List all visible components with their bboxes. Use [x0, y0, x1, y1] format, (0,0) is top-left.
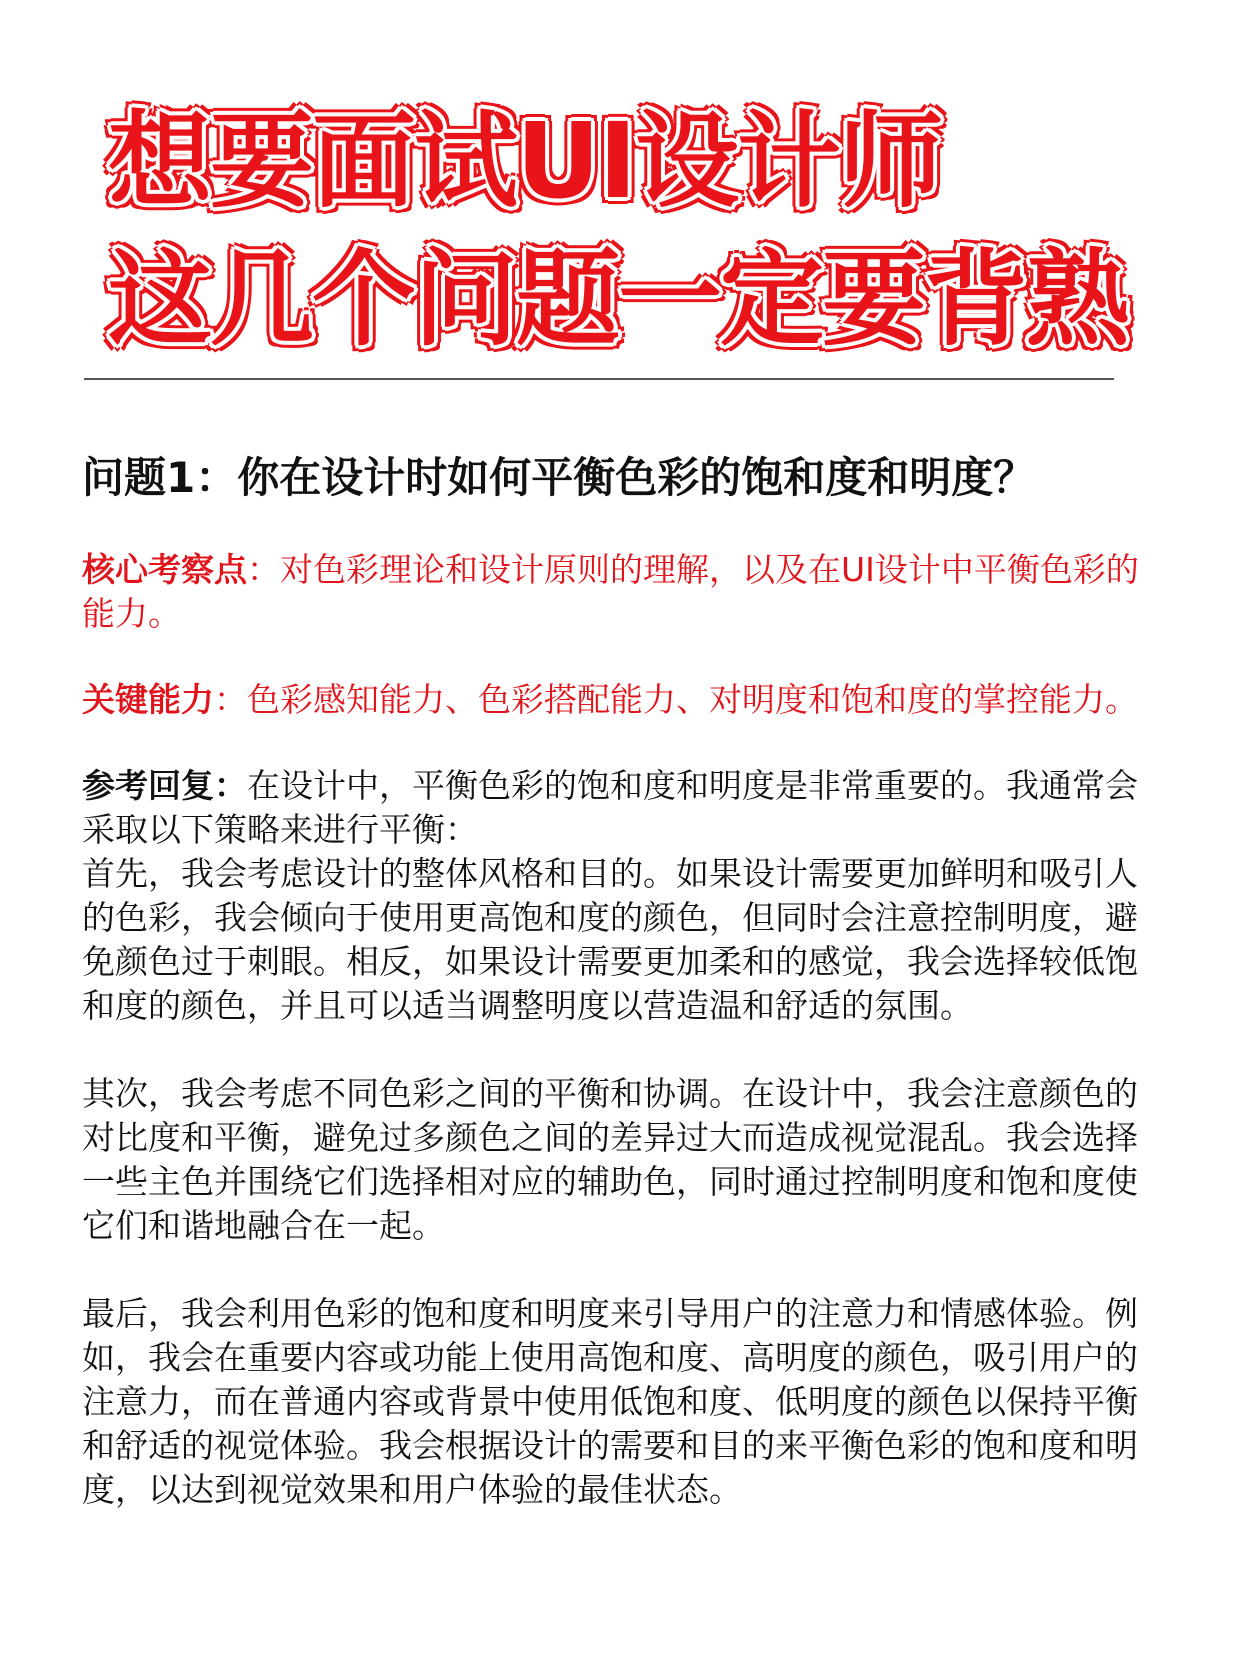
core-point-label: 核心考察点 [82, 550, 247, 589]
spacer [82, 636, 1142, 678]
reference-label: 参考回复： [82, 766, 247, 805]
core-point-section [82, 548, 1142, 636]
question-heading: 问题1：你在设计时如何平衡色彩的饱和度和明度？ [82, 453, 1036, 502]
reference-paragraph-3: 最后，我会利用色彩的饱和度和明度来引导用户的注意力和情感体验。例如，我会在重要内容或功能上使用高饱和度、高明度的颜色，吸引用户的注意力，而在普通内容或背景中使用低饱和度、低明度的颜色以保持平衡和舒适的视觉体验。我会根据设计的需要和目的来平衡色彩的饱和度和明度，以达到视觉效果和用户体验的最佳状态。 [82, 1294, 1138, 1509]
key-ability-label: 关键能力 [82, 680, 214, 719]
page-title [108, 92, 1128, 368]
spacer [82, 1028, 1142, 1072]
key-ability-text: ：色彩感知能力、色彩搭配能力、对明度和饱和度的掌控能力。 [214, 680, 1138, 719]
core-point-text: ：对色彩理论和设计原则的理解，以及在UI设计中平衡色彩的能力。 [82, 550, 1139, 633]
reference-intro-section [82, 764, 1142, 852]
page-title-line-2: 这几个问题一定要背熟 [108, 238, 1129, 360]
reference-paragraph-2: 其次，我会考虑不同色彩之间的平衡和协调。在设计中，我会注意颜色的对比度和平衡，避免过多颜色之间的差异过大而造成视觉混乱。我会选择一些主色并围绕它们选择相对应的辅助色，同时通过控制明度和饱和度使它们和谐地融合在一起。 [82, 1074, 1138, 1245]
reference-paragraph-1: 首先，我会考虑设计的整体风格和目的。如果设计需要更加鲜明和吸引人的色彩，我会倾向于使用更高饱和度的颜色，但同时会注意控制明度，避免颜色过于刺眼。相反，如果设计需要更加柔和的感觉，我会选择较低饱和度的颜色，并且可以适当调整明度以营造温和舒适的氛围。 [82, 854, 1138, 1025]
title-divider [84, 378, 1114, 380]
spacer [82, 1248, 1142, 1292]
key-ability-section [82, 678, 1142, 722]
reference-intro: 在设计中，平衡色彩的饱和度和明度是非常重要的。我通常会采取以下策略来进行平衡： [82, 766, 1138, 849]
answer-content [82, 548, 1142, 1512]
spacer [82, 722, 1142, 764]
page-title-line-1: 想要面试UI设计师 [108, 100, 942, 222]
